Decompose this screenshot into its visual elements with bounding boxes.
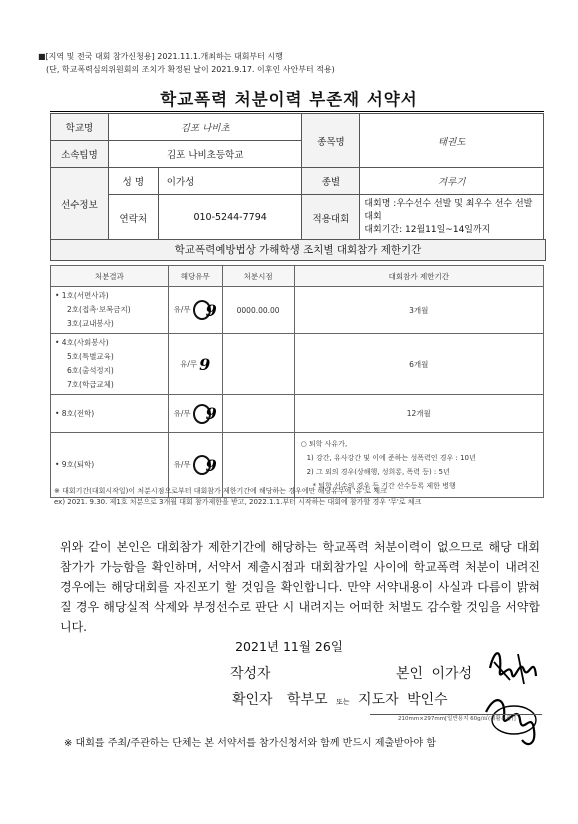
- handwritten-mark: 9: [205, 300, 217, 320]
- expulsion-note: ○ 퇴학 사유가,: [300, 440, 348, 448]
- row3-flag[interactable]: [168, 395, 222, 433]
- paper-size: 210mm×297mm[일반용지 60g/㎡(재활용품)]: [398, 716, 516, 722]
- team-value: 김포 나비초등학교: [108, 141, 302, 168]
- footnote: ※ 대회기간(대회시작일)이 처분시점으로부터 대회참가 제한기간에 해당하는 경우에만 해당유무에 '유'로 체크: [54, 487, 387, 495]
- header-period: 대회참가 제한기간: [294, 266, 543, 287]
- restriction-table: [50, 265, 544, 498]
- row1-period: 3개월: [294, 287, 543, 334]
- player-label: 선수정보: [51, 168, 109, 241]
- author-row: [230, 663, 271, 683]
- header-result: 처분결과: [51, 266, 169, 287]
- list-item: 7호(학급교체): [67, 380, 114, 389]
- list-item: 6호(출석정지): [67, 366, 114, 375]
- handwritten-mark: 9: [205, 404, 217, 423]
- confirm-label: 확인자: [232, 692, 273, 708]
- school-value: 김포 나비초: [108, 114, 302, 141]
- self-name: 이가성: [431, 666, 473, 682]
- sport-value: 겨루기: [360, 168, 544, 195]
- coach-label: 지도자: [358, 692, 399, 708]
- team-label: 소속팀명: [51, 141, 109, 168]
- row3-date: [222, 395, 294, 433]
- competition-label: 적용대회: [302, 195, 360, 241]
- row2-items: [51, 334, 168, 394]
- expulsion-note: 2) 그 외의 경우(상해행, 성희롱, 폭력 등) : 5년: [306, 468, 450, 476]
- bottom-note: ※ 대회를 주최/주관하는 단체는 본 서약서를 참가신청서와 함께 반드시 제출받아야 함: [64, 738, 436, 749]
- row1-items: [51, 287, 168, 333]
- page-title: 학교폭력 처분이력 부존재 서약서: [160, 90, 418, 109]
- row1-date: 0000.00.00: [222, 287, 294, 334]
- confirm-row: [232, 689, 448, 709]
- title-divider: [50, 111, 544, 112]
- list-item: 5호(특별교육): [67, 352, 114, 361]
- info-table: [50, 113, 544, 241]
- row1-flag[interactable]: [168, 287, 222, 334]
- list-item: • 1호(서면사과): [55, 291, 109, 300]
- guardian-label: 학부모: [287, 692, 328, 708]
- header-note-line1: ■[지역 및 전국 대회 참가신청용] 2021.11.1.개최하는 대회부터 시행: [38, 52, 283, 61]
- signature-scribble-icon: [480, 640, 544, 752]
- name-label: 성 명: [108, 168, 158, 195]
- author-label: 작성자: [230, 666, 271, 682]
- row3-period: 12개월: [294, 395, 543, 433]
- header-note: [38, 50, 335, 76]
- list-item: 2호(접촉·보복금지): [67, 305, 131, 314]
- row4-items: [51, 456, 168, 474]
- flag-label: 유/무: [173, 305, 191, 314]
- or-label: 또는: [336, 698, 350, 706]
- row3-items: [51, 405, 168, 423]
- list-item: 3호(교내봉사): [67, 319, 114, 328]
- header-date: 처분시점: [222, 266, 294, 287]
- event-label: 종목명: [302, 114, 360, 168]
- list-item: • 8호(전학): [55, 408, 95, 418]
- footnotes: [54, 486, 544, 507]
- self-label: 본인: [396, 666, 424, 682]
- row2-flag[interactable]: [168, 334, 222, 395]
- handwritten-mark: 9: [199, 354, 211, 374]
- restriction-title: 학교폭력예방법상 가해학생 조치별 대회참가 제한기간: [50, 239, 546, 261]
- row2-period: 6개월: [294, 334, 543, 395]
- coach-name: 박인수: [407, 692, 448, 708]
- flag-label: 유/무: [173, 408, 191, 418]
- handwritten-mark: 9: [205, 455, 217, 475]
- pledge-text: 위와 같이 본인은 대회참가 제한기간에 해당하는 학교폭력 처분이력이 없으므로 해당 대회 참가가 가능함을 확인하며, 서약서 제출시점과 대회참가일 사이에 학교폭력 처분이 내려진 경우에는 해당대회를 자진포기 할 것임을 확인합니다. 만약 서약내용이 사실과 다름이 밝혀질 경우 해당실적 삭제와 부정선수로 판단 시 내려지는 어떠한 처벌도 감수할 것임을 서약합니다.: [60, 540, 540, 634]
- list-item: • 9호(퇴학): [55, 460, 95, 469]
- flag-label: 유/무: [180, 359, 198, 368]
- list-item: • 4호(사회봉사): [55, 338, 109, 347]
- row2-date: [222, 334, 294, 395]
- flag-label: 유/무: [173, 460, 191, 469]
- self-sign: [396, 663, 472, 683]
- event-value: 태권도: [360, 114, 544, 168]
- sport-label: 종별: [302, 168, 360, 195]
- name-value: 이가성: [158, 168, 302, 195]
- competition-name: 대회명 :우수선수 선발 및 최우수 선수 선발대회: [364, 199, 533, 222]
- footnote: ex) 2021. 9.30. 제1호 처분으로 3개월 대회 참가제한을 받고, 2022.1.1.부터 시작하는 대회에 참가할 경우 '무'로 체크: [54, 497, 422, 506]
- header-flag: 해당유무: [168, 266, 222, 287]
- contact-label: 연락처: [108, 195, 158, 241]
- signing-date: 2021년 11월 26일: [235, 639, 343, 654]
- competition-date: 대회기간: 12월11일~14일까지: [364, 225, 491, 235]
- contact-value: 010-5244-7794: [158, 195, 302, 241]
- expulsion-note: 1) 강간, 유사강간 및 이에 준하는 성폭력인 경우 : 10년: [306, 454, 476, 462]
- school-label: 학교명: [51, 114, 109, 141]
- expulsion-note: * 퇴학 선수의 경우 등 기간 산수등록 제한 병행: [312, 482, 456, 490]
- header-note-line2: (단, 학교폭력심의위원회의 조치가 확정된 날이 2021.9.17. 이후인 사안부터 적용): [46, 65, 335, 74]
